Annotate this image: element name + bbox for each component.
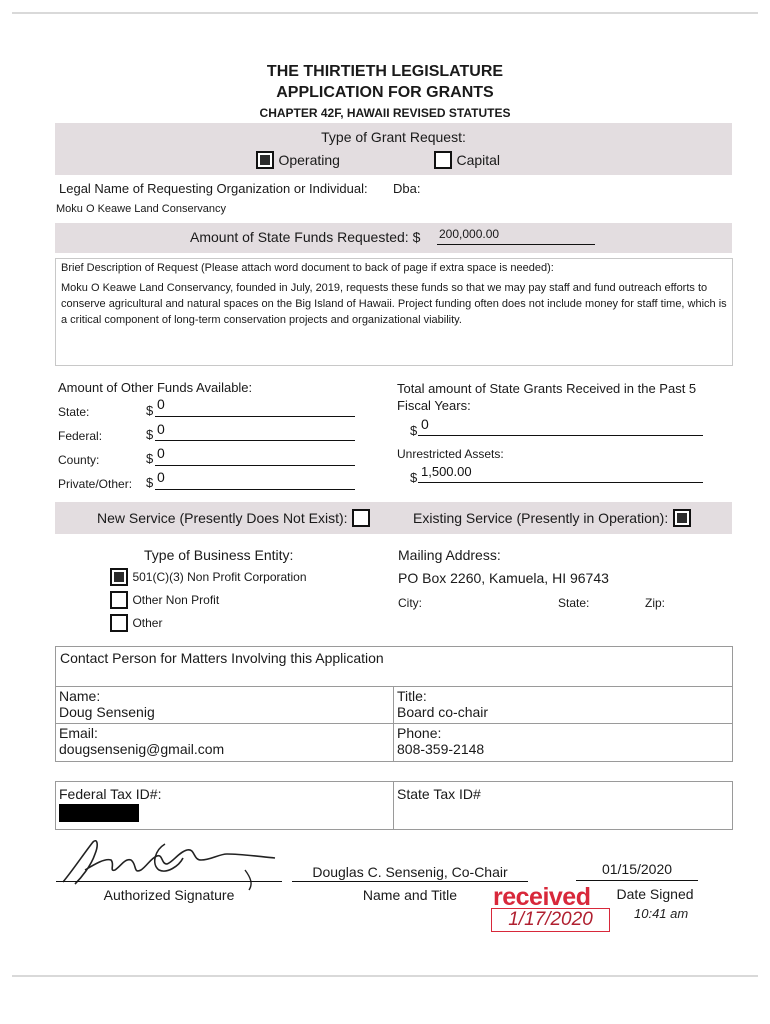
received-time: 10:41 am xyxy=(634,906,689,921)
entity-other-nonprofit-checkbox[interactable] xyxy=(110,591,128,609)
state-grants-underline xyxy=(418,435,703,436)
date-line xyxy=(576,880,698,881)
entity-other-checkbox[interactable] xyxy=(110,614,128,632)
date-signed-label: Date Signed xyxy=(616,886,694,902)
federal-funds-label: Federal: xyxy=(58,429,103,443)
name-title-label: Name and Title xyxy=(362,887,458,903)
mailing-heading: Mailing Address: xyxy=(398,547,501,563)
county-funds-value[interactable]: 0 xyxy=(157,445,165,461)
name-title-line xyxy=(292,881,528,882)
grant-type-capital[interactable] xyxy=(434,151,500,169)
entity-501c3-checkbox[interactable] xyxy=(110,568,128,586)
title-label: Title: xyxy=(397,688,427,704)
state-grants-value[interactable]: 0 xyxy=(421,416,429,432)
grant-type-heading: Type of Grant Request: xyxy=(321,129,466,145)
funds-value[interactable]: 200,000.00 xyxy=(439,227,500,241)
existing-service-option[interactable] xyxy=(413,509,691,527)
page-title: THE THIRTIETH LEGISLATURE xyxy=(266,63,504,80)
existing-service-label: Existing Service (Presently in Operation): xyxy=(413,510,669,526)
state-grants-dollar: $ xyxy=(410,423,418,438)
legal-name-value: Moku O Keawe Land Conservancy xyxy=(56,203,226,215)
existing-service-checkbox[interactable] xyxy=(673,509,691,527)
state-tax-label: State Tax ID# xyxy=(397,786,481,802)
contact-heading: Contact Person for Matters Involving this Application xyxy=(60,650,384,666)
federal-dollar: $ xyxy=(146,427,154,442)
assets-label: Unrestricted Assets: xyxy=(397,447,504,461)
capital-label: Capital xyxy=(456,152,501,168)
bottom-scan-edge xyxy=(12,975,758,977)
new-service-option[interactable] xyxy=(97,509,370,527)
entity-option-501c3[interactable] xyxy=(110,568,307,586)
county-underline xyxy=(155,465,355,466)
description-text: Moku O Keawe Land Conservancy, founded in July, 2019, requests these funds so that we may pay staff and fund outreach efforts to conserve agricultural and natural spaces on the Big Island of Hawaii. Project funding often does not include money for staff time, which is a critical component of long-term conservation projects and organizational viability. xyxy=(61,282,727,326)
received-stamp: received xyxy=(493,883,591,911)
date-signed-value[interactable]: 01/15/2020 xyxy=(601,861,673,877)
assets-underline xyxy=(418,482,703,483)
signature-scribble xyxy=(55,830,290,895)
signature-line xyxy=(56,881,282,882)
grant-type-operating[interactable] xyxy=(256,151,340,169)
page-subtitle: CHAPTER 42F, HAWAII REVISED STATUTES xyxy=(259,106,511,120)
entity-other-label: Other xyxy=(132,616,163,630)
operating-checkbox[interactable] xyxy=(256,151,274,169)
top-scan-edge xyxy=(12,12,758,14)
name-value[interactable]: Doug Sensenig xyxy=(59,704,155,720)
federal-underline xyxy=(155,440,355,441)
state-funds-label: State: xyxy=(58,405,90,419)
other-funds-heading: Amount of Other Funds Available: xyxy=(58,380,253,395)
county-dollar: $ xyxy=(146,451,154,466)
operating-label: Operating xyxy=(278,152,340,168)
received-date-stamp: 1/17/2020 xyxy=(491,908,610,932)
state-grants-heading: Total amount of State Grants Received in the Past 5 Fiscal Years: xyxy=(397,381,697,413)
capital-checkbox[interactable] xyxy=(434,151,452,169)
private-funds-label: Private/Other: xyxy=(58,477,133,491)
state-dollar: $ xyxy=(146,403,154,418)
email-value[interactable]: dougsensenig@gmail.com xyxy=(59,741,225,757)
signer-name-title[interactable]: Douglas C. Sensenig, Co-Chair xyxy=(312,864,508,880)
funds-underline xyxy=(437,244,595,245)
assets-value[interactable]: 1,500.00 xyxy=(421,464,472,479)
new-service-label: New Service (Presently Does Not Exist): xyxy=(97,510,348,526)
private-dollar: $ xyxy=(146,475,154,490)
entity-other-nonprofit-label: Other Non Profit xyxy=(132,593,220,607)
entity-option-other-nonprofit[interactable] xyxy=(110,591,219,609)
email-label: Email: xyxy=(59,725,98,741)
county-funds-label: County: xyxy=(58,453,100,467)
entity-501c3-label: 501(C)(3) Non Profit Corporation xyxy=(132,570,307,584)
federal-funds-value[interactable]: 0 xyxy=(157,421,165,437)
dba-label: Dba: xyxy=(393,181,421,196)
phone-value[interactable]: 808-359-2148 xyxy=(397,741,485,757)
state-label: State: xyxy=(558,596,590,610)
title-value[interactable]: Board co-chair xyxy=(397,704,489,720)
entity-option-other[interactable] xyxy=(110,614,162,632)
mailing-address[interactable]: PO Box 2260, Kamuela, HI 96743 xyxy=(398,570,609,586)
page-title-line2: APPLICATION FOR GRANTS xyxy=(276,84,494,101)
name-label: Name: xyxy=(59,688,101,704)
federal-tax-redaction xyxy=(59,804,139,822)
new-service-checkbox[interactable] xyxy=(352,509,370,527)
federal-tax-label: Federal Tax ID#: xyxy=(59,786,162,802)
state-funds-value[interactable]: 0 xyxy=(157,396,165,412)
state-underline xyxy=(155,416,355,417)
description-label: Brief Description of Request (Please attach word document to back of page if extra space is needed): xyxy=(61,262,554,274)
funds-label: Amount of State Funds Requested: $ xyxy=(190,229,421,245)
signature-label: Authorized Signature xyxy=(103,887,235,903)
city-label: City: xyxy=(398,596,422,610)
private-funds-value[interactable]: 0 xyxy=(157,469,165,485)
business-entity-heading: Type of Business Entity: xyxy=(144,547,294,563)
assets-dollar: $ xyxy=(410,470,418,485)
legal-name-label: Legal Name of Requesting Organization or Individual: xyxy=(59,181,368,196)
private-underline xyxy=(155,489,355,490)
phone-label: Phone: xyxy=(397,725,442,741)
zip-label: Zip: xyxy=(645,596,666,610)
